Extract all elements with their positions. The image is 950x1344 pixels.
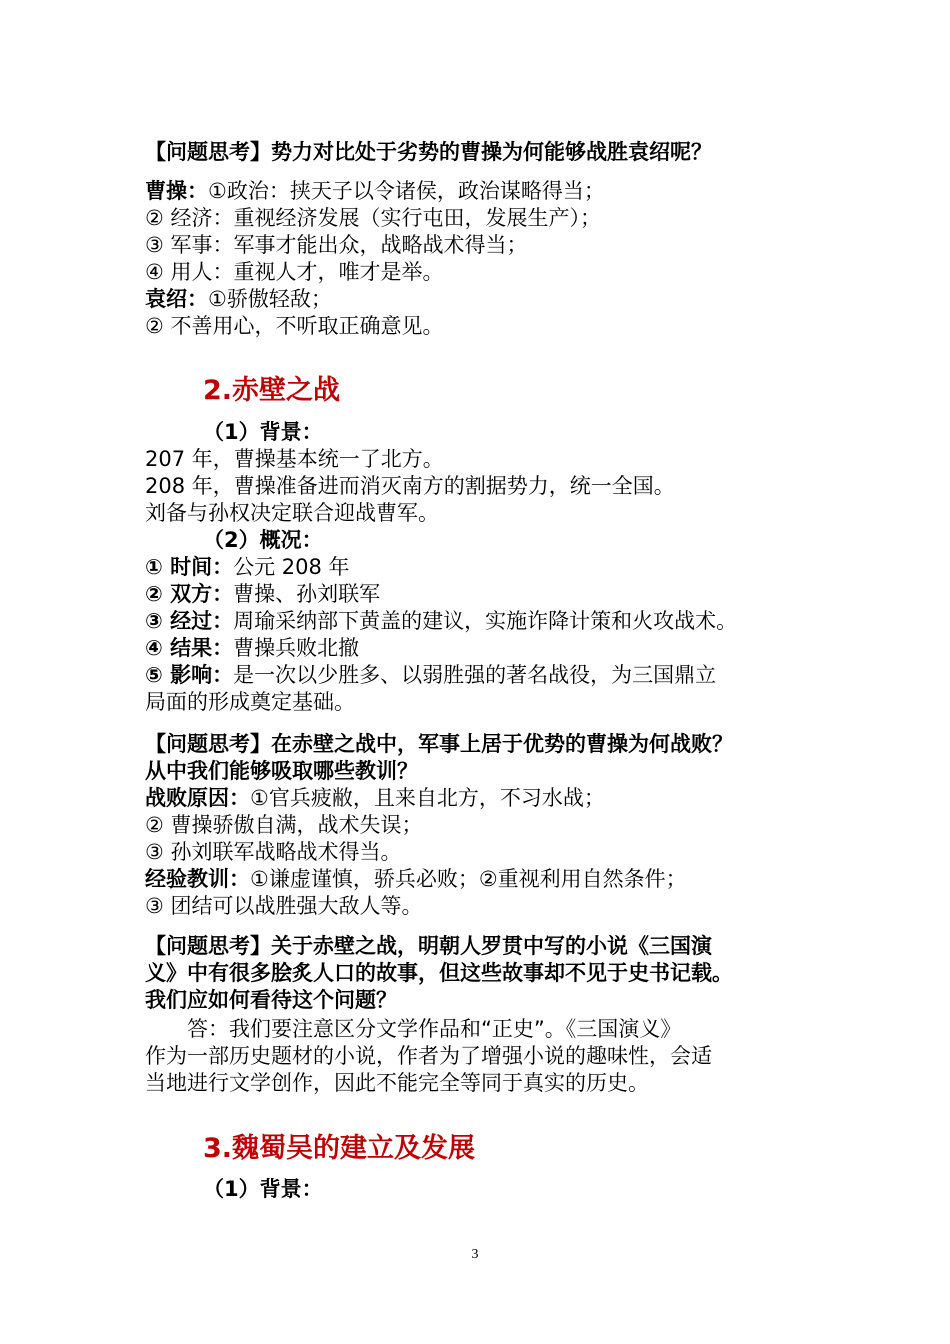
chibi-background-label: （1）背景： [203,420,323,444]
three-kingdoms-background-label: （1）背景： [203,1177,323,1201]
overview-result [145,635,359,662]
cao-military-line: ③ 军事：军事才能出众，战略战术得当； [145,233,528,257]
question-heading-3-cont: 义》中有很多脍炙人口的故事，但这些故事却不见于史书记载。 [145,961,733,985]
section-title-three-kingdoms: 3.魏蜀吴的建立及发展 [203,1133,476,1164]
lesson: ①谦虚谨慎，骄兵必败；②重视利用自然条件； [250,867,687,891]
section-title-chibi: 2.赤壁之战 [203,375,341,406]
question-heading-2: 【问题思考】在赤壁之战中，军事上居于优势的曹操为何战败？ [145,732,733,756]
overview-value: 是一次以少胜多、以弱胜强的著名战役，为三国鼎立 [233,663,717,687]
overview-sides [145,581,380,608]
cao-talent-line: ④ 用人：重视人才，唯才是举。 [145,260,444,284]
lesson-line [145,866,687,893]
overview-value: 周瑜采纳部下黄盖的建议，实施诈降计策和火攻战术。 [233,609,738,633]
page-number: 3 [471,1247,479,1262]
answer-line: 当地进行文学创作，因此不能完全等同于真实的历史。 [145,1071,649,1095]
answer-line: 答：我们要注意区分文学作品和“正史”。《三国演义》 [187,1017,682,1041]
cao-label: 曹操： [145,179,208,203]
question-heading-1: 【问题思考】势力对比处于劣势的曹操为何能够战胜袁绍呢？ [145,140,712,164]
cao-economy-line: ② 经济：重视经济发展（实行屯田，发展生产）； [145,206,601,230]
defeat-reason-line: ② 曹操骄傲自满，战术失误； [145,813,423,837]
question-heading-2-cont: 从中我们能够吸取哪些教训？ [145,759,418,783]
overview-process [145,608,737,635]
yuan-label: 袁绍： [145,287,208,311]
overview-impact [145,662,716,689]
overview-value: 公元 208 年 [233,555,350,579]
lesson-line: ③ 团结可以战胜强大敌人等。 [145,894,423,918]
overview-key: ③ 经过： [145,609,234,633]
cao-politics: ①政治：挟天子以令诸侯，政治谋略得当； [208,179,605,203]
overview-time [145,554,350,581]
overview-key: ② 双方： [145,582,234,606]
defeat-reason: ①官兵疲敝，且来自北方，不习水战； [250,786,605,810]
answer-line: 作为一部历史题材的小说，作者为了增强小说的趣味性，会适 [145,1044,712,1068]
defeat-reason-line [145,785,605,812]
question-heading-3: 【问题思考】关于赤壁之战，明朝人罗贯中写的小说《三国演 [145,934,712,958]
overview-value: 曹操兵败北撤 [233,636,360,660]
overview-key: ⑤ 影响： [145,663,234,687]
question-heading-3-cont: 我们应如何看待这个问题？ [145,988,397,1012]
yuan-arrogance-line [145,286,332,313]
chibi-background-line: 208 年，曹操准备进而消灭南方的割据势力，统一全国。 [145,474,675,498]
overview-impact-cont: 局面的形成奠定基础。 [145,690,355,714]
defeat-reason-label: 战败原因： [145,786,250,810]
defeat-reason-line: ③ 孙刘联军战略战术得当。 [145,840,402,864]
overview-key: ① 时间： [145,555,234,579]
yuan-advice-line: ② 不善用心，不听取正确意见。 [145,314,444,338]
cao-politics-line [145,178,605,205]
chibi-background-line: 刘备与孙权决定联合迎战曹军。 [145,501,439,525]
chibi-overview-label: （2）概况： [203,528,323,552]
overview-key: ④ 结果： [145,636,234,660]
yuan-arrogance: ①骄傲轻敌； [208,287,332,311]
chibi-background-line: 207 年，曹操基本统一了北方。 [145,447,444,471]
overview-value: 曹操、孙刘联军 [233,582,381,606]
lesson-label: 经验教训： [145,867,250,891]
